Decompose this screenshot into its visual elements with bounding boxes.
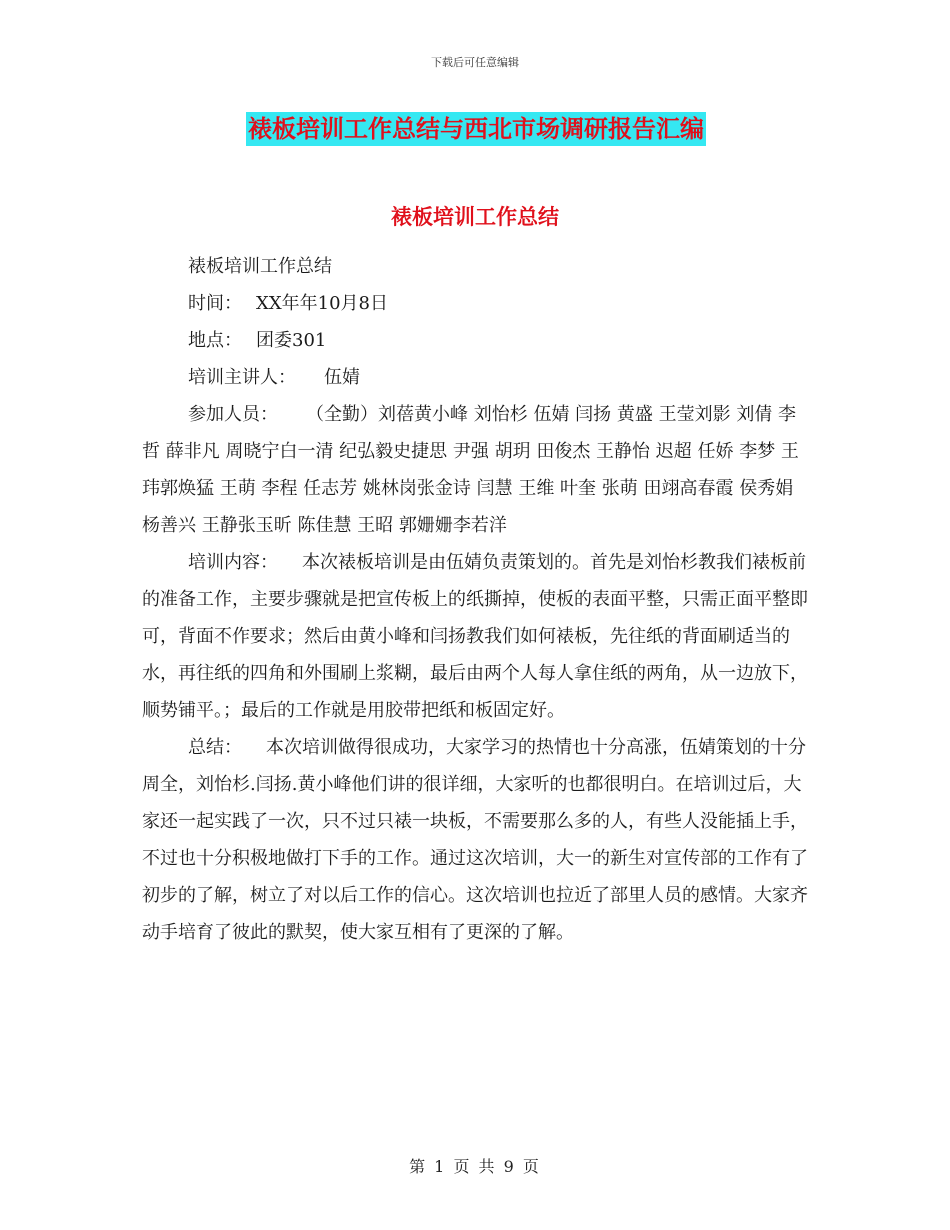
speaker-line — [142, 359, 808, 396]
summary-label: 总结： — [188, 737, 242, 758]
participants-value: （全勤）刘蓓黄小峰 刘怡杉 伍婧 闫扬 黄盛 王莹刘影 刘倩 李哲 薛非凡 周晓宁白一清 纪弘毅史捷思 尹强 胡玥 田俊杰 王静怡 迟超 任娇 李梦 王玮郭焕猛 王萌 李程 任志芳 姚林岗张金诗 闫慧 王维 叶奎 张萌 田翊高春霞 侯秀娟 杨善兴 王静张玉昕 陈佳慧 王昭 郭姗姗李若洋 — [142, 404, 799, 536]
section-title: 裱板培训工作总结 — [391, 205, 559, 229]
place-label: 地点： — [188, 330, 242, 351]
participants-paragraph — [142, 396, 808, 544]
speaker-label: 培训主讲人： — [188, 367, 296, 388]
content-paragraph — [142, 544, 808, 729]
time-line — [142, 285, 808, 322]
page-header-note: 下载后可任意编辑 — [431, 56, 519, 69]
document-body — [142, 248, 808, 951]
summary-value: 本次培训做得很成功，大家学习的热情也十分高涨，伍婧策划的十分周全，刘怡杉.闫扬.黄小峰他们讲的很详细，大家听的也都很明白。在培训过后，大家还一起实践了一次，只不过只裱一块板，不需要那么多的人，有些人没能插上手，不过也十分积极地做打下手的工作。通过这次培训，大一的新生对宣传部的工作有了初步的了解，树立了对以后工作的信心。这次培训也拉近了部里人员的感情。大家齐动手培育了彼此的默契，使大家互相有了更深的了解。 — [142, 737, 808, 943]
place-value: 团委301 — [256, 330, 327, 351]
speaker-value: 伍婧 — [324, 367, 360, 388]
place-line — [142, 322, 808, 359]
page-footer: 第 1 页 共 9 页 — [409, 1157, 541, 1176]
document-main-title: 裱板培训工作总结与西北市场调研报告汇编 — [246, 112, 706, 146]
body-line-title: 裱板培训工作总结 — [188, 256, 332, 277]
participants-label: 参加人员： — [188, 404, 278, 425]
content-label: 培训内容： — [188, 552, 278, 573]
time-label: 时间： — [188, 293, 242, 314]
summary-paragraph — [142, 729, 808, 951]
content-value: 本次裱板培训是由伍婧负责策划的。首先是刘怡杉教我们裱板前的准备工作，主要步骤就是把宣传板上的纸撕掉，使板的表面平整，只需正面平整即可，背面不作要求；然后由黄小峰和闫扬教我们如何裱板，先往纸的背面刷适当的水，再往纸的四角和外围刷上浆糊，最后由两个人每人拿住纸的两角，从一边放下，顺势铺平。；最后的工作就是用胶带把纸和板固定好。 — [142, 552, 808, 721]
time-value: XX年年10月8日 — [256, 293, 388, 314]
